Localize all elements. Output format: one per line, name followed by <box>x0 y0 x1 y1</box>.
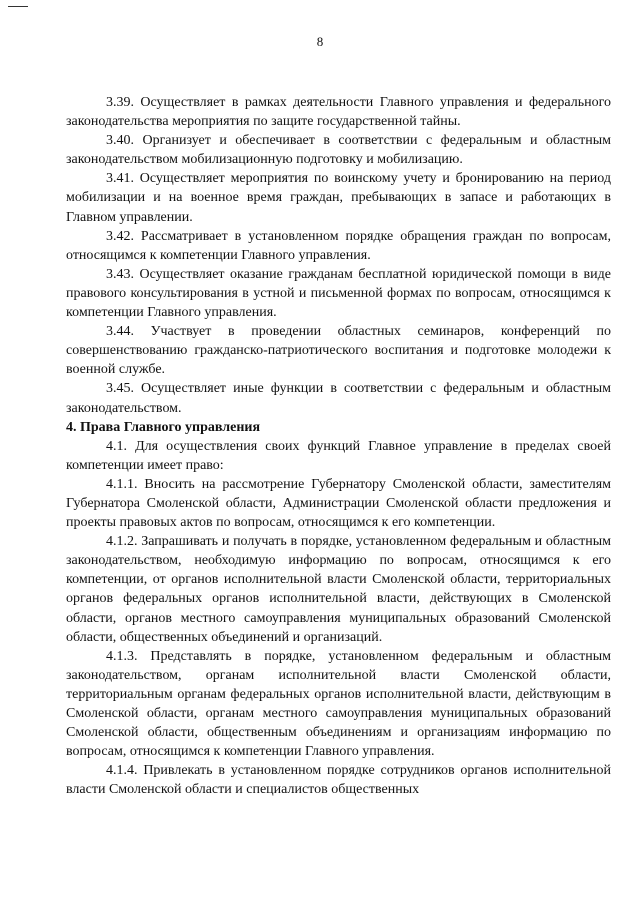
scan-mark <box>8 6 28 7</box>
paragraph-4-1-2: 4.1.2. Запрашивать и получать в порядке, установленном федеральным и областным законодательством, необходимую информацию по вопросам, относящимся к его компетенции, от органов исполнительной власти Смоленской области, территориальных органов федеральных органов исполнительной власти, действующих в Смоленской области, органов местного самоуправления муниципальных образований Смоленской области, общественных объединений и организаций. <box>66 534 611 645</box>
paragraph-4-1-1: 4.1.1. Вносить на рассмотрение Губернатору Смоленской области, заместителям Губернатора Смоленской области, Администрации Смоленской области предложения и проекты правовых актов по вопросам, относящимся к его компетенции. <box>66 476 611 531</box>
paragraph-4-1: 4.1. Для осуществления своих функций Главное управление в пределах своей компетенции имеет право: <box>66 438 611 473</box>
paragraph-3-45: 3.45. Осуществляет иные функции в соответствии с федеральным и областным законодательством. <box>66 381 611 416</box>
paragraph-3-43: 3.43. Осуществляет оказание гражданам бесплатной юридической помощи в виде правового консультирования в устной и письменной формах по вопросам, относящимся к компетенции Главного управления. <box>66 266 611 321</box>
section-heading: 4. Права Главного управления <box>66 419 261 435</box>
paragraph-3-41: 3.41. Осуществляет мероприятия по воинскому учету и бронированию на период мобилизации и на военное время граждан, пребывающих в запасе и работающих в Главном управлении. <box>66 171 611 225</box>
document-body <box>66 93 611 799</box>
paragraph-3-40: 3.40. Организует и обеспечивает в соответствии с федеральным и областным законодательством мобилизационную подготовку и мобилизацию. <box>66 133 611 168</box>
paragraph-3-39: 3.39. Осуществляет в рамках деятельности Главного управления и федерального законодательства мероприятия по защите государственной тайны. <box>66 95 611 130</box>
paragraph-3-42: 3.42. Рассматривает в установленном порядке обращения граждан по вопросам, относящимся к компетенции Главного управления. <box>66 228 611 263</box>
page-number: 8 <box>316 34 324 49</box>
paragraph-4-1-4: 4.1.4. Привлекать в установленном порядке сотрудников органов исполнительной власти Смоленской области и специалистов общественных <box>66 763 611 798</box>
paragraph-4-1-3: 4.1.3. Представлять в порядке, установленном федеральным и областным законодательством, органам исполнительной власти Смоленской области, территориальным органам федеральных органов исполнительной власти, действующим в Смоленской области, органам местного самоуправления муниципальных образований Смоленской области, общественным объединениям и организациям информацию по вопросам, относящимся к компетенции Главного управления. <box>66 648 611 760</box>
paragraph-3-44: 3.44. Участвует в проведении областных семинаров, конференций по совершенствованию гражданско-патриотического воспитания и подготовке молодежи к военной службе. <box>66 324 611 378</box>
